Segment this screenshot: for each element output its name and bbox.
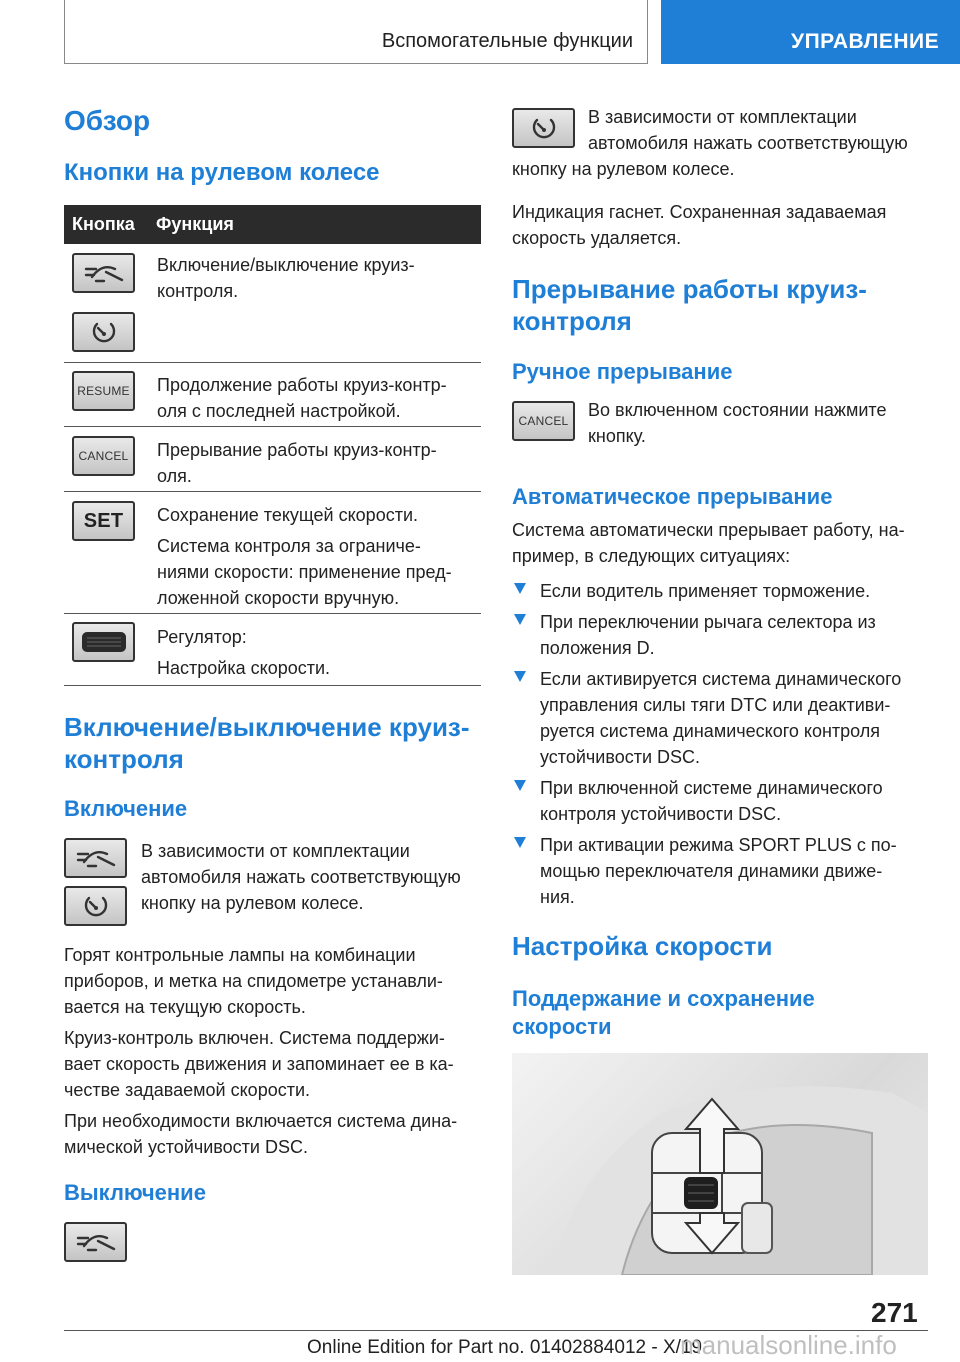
footer-watermark: manualsonline.info — [680, 1330, 897, 1360]
table-divider — [64, 362, 481, 363]
para2-1: Круиз-контроль включен. Система поддержи- — [64, 1028, 445, 1048]
cruise-lever-icon — [64, 838, 127, 878]
off-text-1: В зависимости от комплектации — [588, 107, 857, 127]
onoff-title-2: контроля — [64, 744, 184, 774]
table-divider — [64, 613, 481, 614]
on-text-1: В зависимости от комплектации — [141, 841, 410, 861]
cruise-dial-icon — [64, 886, 127, 926]
off-title: Выключение — [64, 1180, 206, 1205]
cruise-dial-icon — [512, 108, 575, 148]
on-text-2: автомобиля нажать соответствующую — [141, 867, 461, 887]
row3-text-2: оля. — [157, 466, 192, 486]
bullet-triangle-icon — [514, 614, 526, 625]
col-button-header: Кнопка — [72, 214, 135, 234]
resume-key-icon: RESUME — [72, 371, 135, 411]
header-section: Вспомогательные функции — [381, 30, 633, 52]
section-subtitle: Кнопки на рулевом колесе — [64, 159, 380, 186]
cruise-lever-icon — [72, 253, 135, 293]
row2-text-1: Продолжение работы круиз-контр- — [157, 375, 447, 395]
bullet-triangle-icon — [514, 583, 526, 594]
table-divider — [64, 426, 481, 427]
manual-title: Ручное прерывание — [512, 359, 733, 384]
header-chapter: УПРАВЛЕНИЕ — [791, 30, 940, 53]
manual-text-2: кнопку. — [588, 426, 646, 446]
header-section-box — [64, 0, 648, 64]
para2-2: вает скорость движения и запоминает ее в ка- — [64, 1054, 454, 1074]
speed-title: Настройка скорости — [512, 931, 773, 961]
para2-3: честве задаваемой скорости. — [64, 1080, 311, 1100]
row3-text-1: Прерывание работы круиз-контр- — [157, 440, 437, 460]
row5-text-2: Настройка скорости. — [157, 658, 331, 678]
table-divider — [64, 685, 481, 686]
cancel-key-icon: CANCEL — [512, 401, 575, 441]
row4-text-3: ниями скорости: применение пред- — [157, 562, 452, 582]
table-divider — [64, 491, 481, 492]
auto-intro-2: пример, в следующих ситуациях: — [512, 546, 791, 566]
para3-1: При необходимости включается система дина- — [64, 1111, 458, 1131]
section-title: Обзор — [64, 105, 151, 136]
keep-title-2: скорости — [512, 1014, 612, 1039]
row1-text-1: Включение/выключение круиз- — [157, 255, 415, 275]
interrupt-title-2: контроля — [512, 306, 632, 336]
off-text-3: кнопку на рулевом колесе. — [512, 159, 735, 179]
off-para-1: Индикация гаснет. Сохраненная задаваемая — [512, 202, 887, 222]
interrupt-title-1: Прерывание работы круиз- — [512, 274, 867, 304]
page-number: 271 — [871, 1297, 918, 1328]
row4-text-2: Система контроля за ограниче- — [157, 536, 421, 556]
footer-edition: Online Edition for Part no. 01402884012 - X/19 — [307, 1337, 703, 1358]
on-title: Включение — [64, 796, 188, 821]
bullet-triangle-icon — [514, 671, 526, 682]
off-para-2: скорость удаляется. — [512, 228, 682, 248]
table-header — [64, 205, 481, 244]
onoff-title-1: Включение/выключение круиз- — [64, 712, 470, 742]
off-text-2: автомобиля нажать соответствующую — [588, 133, 908, 153]
on-text-3: кнопку на рулевом колесе. — [141, 893, 364, 913]
para1-1: Горят контрольные лампы на комбинации — [64, 945, 416, 965]
row5-text-1: Регулятор: — [157, 627, 247, 647]
manual-text-1: Во включенном состоянии нажмите — [588, 400, 887, 420]
bullet-triangle-icon — [514, 837, 526, 848]
row1-text-2: контроля. — [157, 281, 239, 301]
row2-text-2: оля с последней настройкой. — [157, 401, 401, 421]
row4-text-1: Сохранение текущей скорости. — [157, 505, 418, 525]
cruise-dial-icon — [72, 312, 135, 352]
para1-2: приборов, и метка на спидометре устанавли- — [64, 971, 443, 991]
auto-title: Автоматическое прерывание — [512, 484, 833, 509]
para1-3: вается на текущую скорость. — [64, 997, 306, 1017]
steering-wheel-photo — [512, 1053, 928, 1275]
header-chapter-tab[interactable] — [661, 0, 960, 64]
keep-title-1: Поддержание и сохранение — [512, 986, 815, 1011]
set-key-icon: SET — [72, 501, 135, 541]
col-function-header: Функция — [156, 214, 234, 234]
para3-2: мической устойчивости DSC. — [64, 1137, 308, 1157]
cancel-key-icon: CANCEL — [72, 436, 135, 476]
bullet-triangle-icon — [514, 780, 526, 791]
auto-intro-1: Система автоматически прерывает работу, на- — [512, 520, 905, 540]
rocker-switch-icon — [72, 622, 135, 662]
cruise-lever-icon — [64, 1222, 127, 1262]
row4-text-4: ложенной скорости вручную. — [157, 588, 400, 608]
